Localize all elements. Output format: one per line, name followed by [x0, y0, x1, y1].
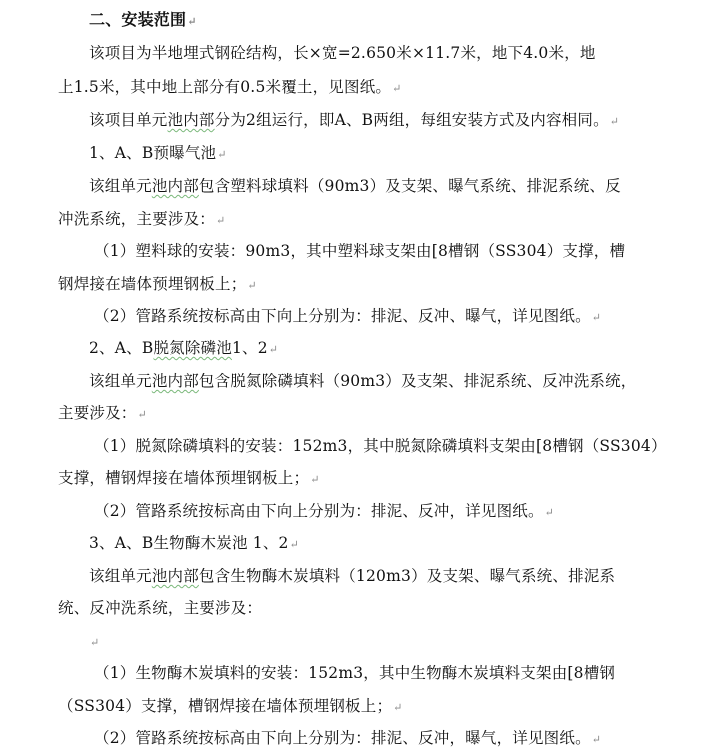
- grammar-underline-text: 脱氮除磷池: [153, 339, 232, 357]
- paragraph-mark-icon: ↵: [544, 506, 555, 519]
- units-paragraph: [89, 110, 619, 132]
- item3-desc-b: 包含生物酶木炭填料（120m3）及支架、曝气系统、排泥系: [198, 567, 616, 585]
- paragraph-mark-icon: ↵: [609, 115, 620, 128]
- paragraph-mark-icon: ↵: [247, 279, 257, 292]
- item1-title-text: 1、A、B预曝气池: [89, 144, 217, 162]
- paragraph-mark-icon: ↵: [393, 701, 403, 714]
- item2-desc-b: 包含脱氮除磷填料（90m3）及支架、排泥系统、反冲洗系统，: [198, 372, 637, 390]
- units-text-a: 该项目单元: [89, 111, 168, 129]
- section-heading-text: 二、安装范围: [89, 10, 187, 29]
- item3-title: [89, 533, 299, 555]
- item1-desc-a: 该组单元: [89, 177, 152, 195]
- item1-sub2: [94, 306, 601, 328]
- grammar-underline-text: 池内部: [151, 177, 199, 195]
- item1-sub1-line2: [58, 274, 257, 296]
- paragraph-mark-icon: ↵: [289, 538, 300, 551]
- grammar-underline-text: 池内部: [167, 111, 215, 129]
- intro-paragraph-line1: 该项目为半地埋式钢砼结构，长×宽=2.650米×11.7米，地下4.0米，地: [89, 44, 596, 62]
- item3-sub2: [94, 728, 601, 750]
- grammar-underline-text: 池内部: [151, 372, 199, 390]
- paragraph-mark-icon: ↵: [310, 473, 320, 486]
- item1-sub1-line2-text: 钢焊接在墙体预埋钢板上；: [58, 275, 247, 293]
- item1-desc-b: 包含塑料球填料（90m3）及支架、曝气系统、排泥系统、反: [198, 177, 621, 195]
- grammar-underline-text: 池内部: [151, 567, 199, 585]
- item3-sub1-line2-text: （SS304）支撑，槽钢焊接在墙体预埋钢板上；: [58, 697, 393, 715]
- item2-title-a: 2、A、B: [89, 339, 154, 357]
- paragraph-mark-icon: ↵: [137, 408, 147, 421]
- paragraph-mark-icon: ↵: [90, 636, 100, 649]
- item3-desc-line1: [89, 566, 615, 586]
- item3-sub1-line2: [58, 696, 403, 718]
- item1-sub1-line1: （1）塑料球的安装：90m3，其中塑料球支架由[8槽钢（SS304）支撑，槽: [94, 242, 626, 260]
- item1-desc-line2-text: 冲洗系统，主要涉及：: [58, 210, 216, 228]
- item1-sub2-text: （2）管路系统按标高由下向上分别为：排泥、反冲、曝气，详见图纸。: [94, 307, 591, 325]
- empty-paragraph: [89, 631, 99, 653]
- paragraph-mark-icon: ↵: [591, 311, 602, 324]
- item2-desc-line1: [89, 371, 637, 391]
- item2-desc-line2: [58, 403, 147, 425]
- item2-desc-line2-text: 主要涉及：: [58, 404, 137, 422]
- section-heading: [89, 10, 197, 32]
- item2-sub2: [94, 501, 554, 523]
- item3-desc-line2: 统、反冲洗系统，主要涉及：: [58, 599, 263, 617]
- item2-sub1-line2: [58, 468, 320, 490]
- paragraph-mark-icon: ↵: [591, 733, 602, 746]
- item2-desc-a: 该组单元: [89, 372, 152, 390]
- item1-desc-line2: [58, 209, 225, 231]
- paragraph-mark-icon: ↵: [216, 214, 226, 227]
- paragraph-mark-icon: ↵: [217, 148, 227, 161]
- item1-title: [89, 143, 227, 165]
- item2-sub1-line2-text: 支撑，槽钢焊接在墙体预埋钢板上；: [58, 469, 310, 487]
- item3-sub1-line1: （1）生物酶木炭填料的安装：152m3，其中生物酶木炭填料支架由[8槽钢: [94, 664, 616, 682]
- item3-desc-a: 该组单元: [89, 567, 152, 585]
- units-text-b: 分为2组运行，即A、B两组，每组安装方式及内容相同。: [214, 111, 609, 129]
- item2-title-b: 1、2: [231, 339, 268, 357]
- paragraph-mark-icon: ↵: [187, 15, 197, 28]
- paragraph-mark-icon: ↵: [392, 82, 402, 95]
- item2-sub2-text: （2）管路系统按标高由下向上分别为：排泥、反冲，详见图纸。: [94, 502, 544, 520]
- intro-line2-text: 上1.5米，其中地上部分有0.5米覆土，见图纸。: [58, 78, 392, 96]
- paragraph-mark-icon: ↵: [268, 343, 279, 356]
- intro-paragraph-line2: [58, 77, 402, 99]
- item1-desc-line1: [89, 176, 621, 196]
- item3-sub2-text: （2）管路系统按标高由下向上分别为：排泥、反冲，曝气，详见图纸。: [94, 729, 591, 747]
- item2-title: [89, 338, 278, 360]
- item2-sub1-line1: （1）脱氮除磷填料的安装：152m3，其中脱氮除磷填料支架由[8槽钢（SS304）: [94, 437, 667, 455]
- item3-title-text: 3、A、B生物酶木炭池 1、2: [89, 534, 289, 552]
